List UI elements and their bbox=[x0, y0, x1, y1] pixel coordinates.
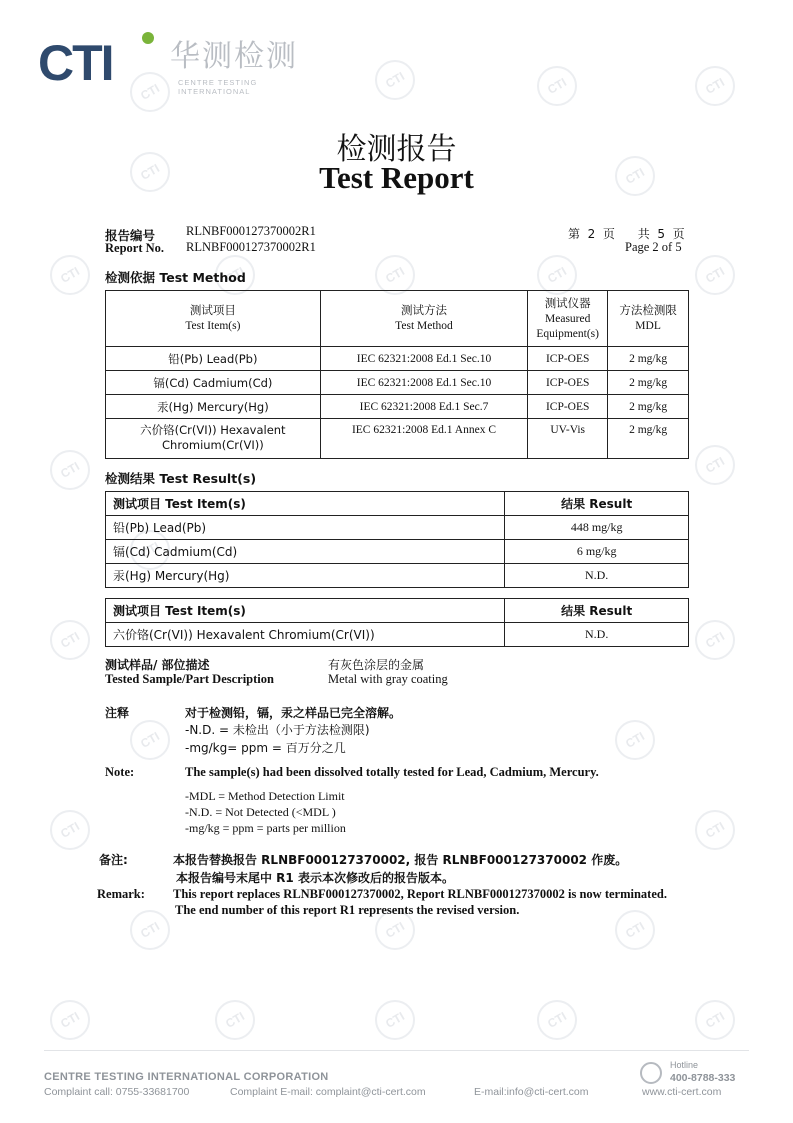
report-no-value-2: RLNBF000127370002R1 bbox=[186, 240, 316, 254]
footer-website: www.cti-cert.com bbox=[642, 1086, 722, 1098]
test-method-table bbox=[105, 290, 689, 459]
notes-label-cn: 注释 bbox=[105, 706, 130, 720]
remark-line-2-en: The end number of this report R1 represents the revised version. bbox=[175, 903, 520, 917]
table-row bbox=[106, 395, 689, 419]
page-number-en: Page 2 of 5 bbox=[625, 240, 682, 254]
header-equipment: 测试仪器 Measured Equipment(s) bbox=[528, 291, 608, 347]
cell-mdl: 2 mg/kg bbox=[608, 347, 689, 371]
watermark-icon bbox=[130, 910, 170, 950]
cell-item: 镉(Cd) Cadmium(Cd) bbox=[106, 371, 321, 395]
watermark-icon bbox=[50, 620, 90, 660]
footer-divider bbox=[44, 1050, 749, 1051]
notes-line-1-cn: 对于检测铅，镉，汞之样品已完全溶解。 bbox=[185, 706, 402, 720]
sample-value-en: Metal with gray coating bbox=[328, 672, 448, 686]
sample-value-cn: 有灰色涂层的金属 bbox=[328, 658, 425, 672]
notes-line-3-cn: -mg/kg= ppm = 百万分之几 bbox=[185, 741, 346, 755]
page-number-cn: 第 2 页 共 5 页 bbox=[568, 227, 685, 241]
table-row bbox=[106, 623, 689, 647]
report-no-label-en: Report No. bbox=[105, 241, 165, 255]
cell-equipment: ICP-OES bbox=[528, 371, 608, 395]
report-no-value: RLNBF000127370002R1 bbox=[186, 224, 316, 238]
cell-method: IEC 62321:2008 Ed.1 Sec.10 bbox=[320, 347, 527, 371]
footer-complaint-email: Complaint E-mail: complaint@cti-cert.com bbox=[230, 1086, 426, 1098]
notes-label-en: Note: bbox=[105, 765, 135, 779]
cell-method: IEC 62321:2008 Ed.1 Sec.10 bbox=[320, 371, 527, 395]
watermark-icon bbox=[215, 1000, 255, 1040]
cell-mdl: 2 mg/kg bbox=[608, 419, 689, 459]
header-result: 结果 Result bbox=[505, 599, 689, 623]
watermark-icon bbox=[695, 810, 735, 850]
header-result: 结果 Result bbox=[505, 492, 689, 516]
cell-item: 铅(Pb) Lead(Pb) bbox=[106, 516, 505, 540]
footer-email: E-mail:info@cti-cert.com bbox=[474, 1086, 589, 1098]
watermark-icon bbox=[50, 810, 90, 850]
watermark-icon bbox=[695, 620, 735, 660]
cell-equipment: ICP-OES bbox=[528, 347, 608, 371]
notes-line-2-cn: -N.D. = 未检出（小于方法检测限) bbox=[185, 723, 370, 737]
table-row bbox=[106, 516, 689, 540]
table-row bbox=[106, 540, 689, 564]
watermark-icon bbox=[375, 1000, 415, 1040]
cell-item: 六价铬(Cr(VI)) Hexavalent Chromium(Cr(VI)) bbox=[106, 623, 505, 647]
table-header-row bbox=[106, 291, 689, 347]
company-logo bbox=[38, 28, 318, 96]
logo-english-name: CENTRE TESTING INTERNATIONAL bbox=[178, 78, 258, 96]
table-row bbox=[106, 347, 689, 371]
watermark-icon bbox=[615, 720, 655, 760]
header-mdl: 方法检测限 MDL bbox=[608, 291, 689, 347]
page-title-cn: 检测报告 bbox=[336, 132, 457, 167]
cell-method: IEC 62321:2008 Ed.1 Annex C bbox=[320, 419, 527, 459]
cell-result: N.D. bbox=[505, 564, 689, 588]
footer-hotline-label: Hotline bbox=[670, 1060, 699, 1070]
cell-item: 汞(Hg) Mercury(Hg) bbox=[106, 564, 505, 588]
remark-line-2-cn: 本报告编号末尾中 R1 表示本次修改后的报告版本。 bbox=[176, 871, 454, 885]
footer-company: CENTRE TESTING INTERNATIONAL CORPORATION bbox=[44, 1071, 329, 1083]
notes-line-4-en: -mg/kg = ppm = parts per million bbox=[185, 821, 346, 835]
watermark-icon bbox=[615, 910, 655, 950]
phone-icon bbox=[640, 1062, 662, 1084]
watermark-icon bbox=[50, 255, 90, 295]
header-test-method: 测试方法 Test Method bbox=[320, 291, 527, 347]
watermark-icon bbox=[695, 66, 735, 106]
test-result-table bbox=[105, 491, 689, 588]
cell-mdl: 2 mg/kg bbox=[608, 371, 689, 395]
table-header-row bbox=[106, 492, 689, 516]
notes-line-3-en: -N.D. = Not Detected (<MDL ) bbox=[185, 805, 336, 819]
cell-method: IEC 62321:2008 Ed.1 Sec.7 bbox=[320, 395, 527, 419]
cell-result: 448 mg/kg bbox=[505, 516, 689, 540]
remark-line-1-en: This report replaces RLNBF000127370002, Report RLNBF000127370002 is now terminated. bbox=[173, 887, 667, 901]
remark-line-1-cn: 本报告替换报告 RLNBF000127370002, 报告 RLNBF000127370002 作废。 bbox=[173, 853, 628, 867]
header-test-item: 测试项目 Test Item(s) bbox=[106, 291, 321, 347]
watermark-icon bbox=[695, 255, 735, 295]
cell-mdl: 2 mg/kg bbox=[608, 395, 689, 419]
cell-equipment: ICP-OES bbox=[528, 395, 608, 419]
sample-label-en: Tested Sample/Part Description bbox=[105, 672, 274, 686]
watermark-icon bbox=[537, 1000, 577, 1040]
watermark-icon bbox=[537, 255, 577, 295]
watermark-icon bbox=[537, 66, 577, 106]
header-test-item: 测试项目 Test Item(s) bbox=[106, 492, 505, 516]
cell-item: 汞(Hg) Mercury(Hg) bbox=[106, 395, 321, 419]
table-row bbox=[106, 419, 689, 459]
cell-equipment: UV-Vis bbox=[528, 419, 608, 459]
cell-result: N.D. bbox=[505, 623, 689, 647]
notes-line-1-en: The sample(s) had been dissolved totally tested for Lead, Cadmium, Mercury. bbox=[185, 765, 599, 779]
remark-label-en: Remark: bbox=[97, 887, 145, 901]
logo-chinese-name: 华测检测 bbox=[170, 39, 298, 74]
notes-line-2-en: -MDL = Method Detection Limit bbox=[185, 789, 345, 803]
sample-label-cn: 测试样品/ 部位描述 bbox=[105, 658, 210, 672]
logo-dot-icon bbox=[142, 32, 154, 44]
header-test-item: 测试项目 Test Item(s) bbox=[106, 599, 505, 623]
cell-result: 6 mg/kg bbox=[505, 540, 689, 564]
table-header-row bbox=[106, 599, 689, 623]
watermark-icon bbox=[130, 720, 170, 760]
test-method-heading: 检测依据 Test Method bbox=[105, 270, 246, 285]
logo-letters: CTI bbox=[38, 35, 113, 91]
watermark-icon bbox=[375, 255, 415, 295]
footer-complaint-call: Complaint call: 0755-33681700 bbox=[44, 1086, 190, 1098]
watermark-icon bbox=[695, 445, 735, 485]
table-row bbox=[106, 564, 689, 588]
report-no-label-cn: 报告编号 bbox=[105, 228, 156, 243]
footer-hotline-number: 400-8788-333 bbox=[670, 1072, 736, 1084]
watermark-icon bbox=[50, 450, 90, 490]
test-result-heading: 检测结果 Test Result(s) bbox=[105, 471, 257, 486]
watermark-icon bbox=[50, 1000, 90, 1040]
table-row bbox=[106, 371, 689, 395]
page-title-en: Test Report bbox=[319, 160, 474, 195]
test-result-table-2 bbox=[105, 598, 689, 647]
cell-item: 镉(Cd) Cadmium(Cd) bbox=[106, 540, 505, 564]
cell-item: 六价铬(Cr(VI)) Hexavalent Chromium(Cr(VI)) bbox=[106, 419, 321, 459]
watermark-icon bbox=[695, 1000, 735, 1040]
remark-label-cn: 备注: bbox=[99, 853, 128, 867]
watermark-icon bbox=[375, 60, 415, 100]
cell-item: 铅(Pb) Lead(Pb) bbox=[106, 347, 321, 371]
